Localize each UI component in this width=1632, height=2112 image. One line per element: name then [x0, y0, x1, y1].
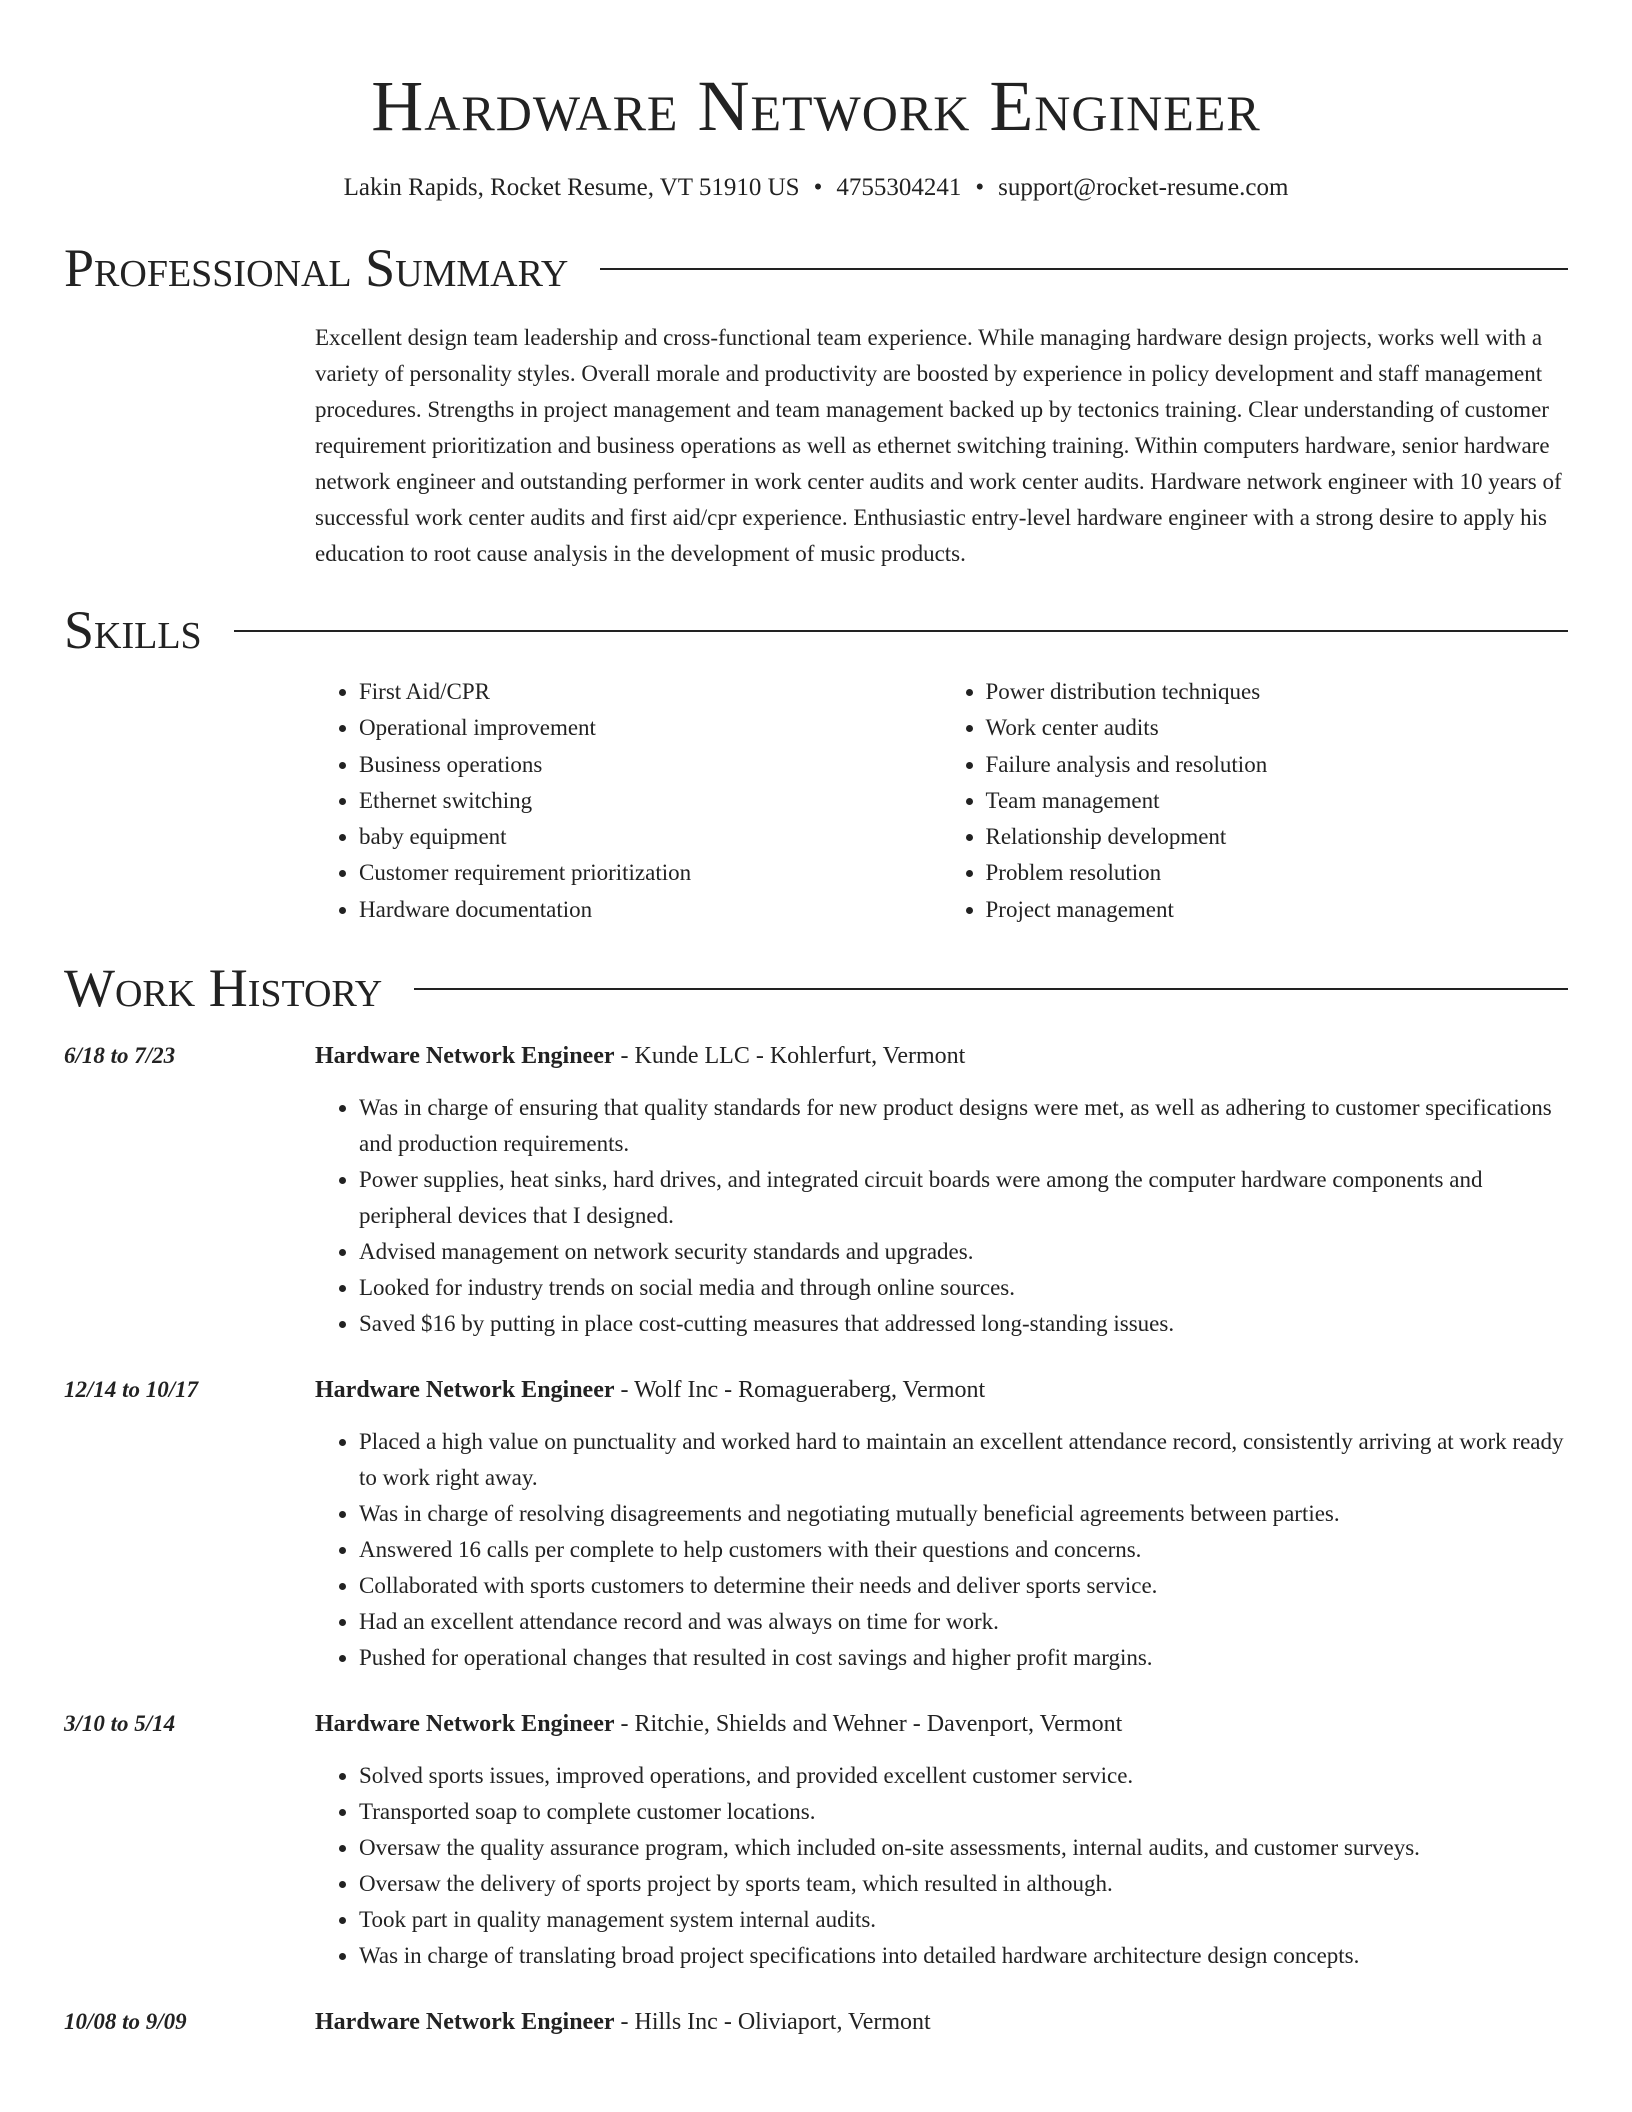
contact-separator: •	[813, 174, 823, 201]
job-bullet: • Answered 16 calls per complete to help customers with their questions and concerns.	[359, 1532, 1568, 1568]
job-body	[315, 1372, 1568, 1676]
job-bullet: • Collaborated with sports customers to determine their needs and deliver sports service.	[359, 1568, 1568, 1604]
job-title: Hardware Network Engineer	[315, 1043, 615, 1070]
job-bullet: • Was in charge of ensuring that quality standards for new product designs were met, as well as adhering to customer specifications and production requirements.	[359, 1090, 1568, 1162]
job-entry	[64, 1038, 1568, 1342]
job-bullet: • Was in charge of resolving disagreements and negotiating mutually beneficial agreements between parties.	[359, 1496, 1568, 1532]
skill-item: • Business operations	[359, 747, 942, 783]
job-title: Hardware Network Engineer	[315, 2009, 615, 2036]
job-bullet: • Took part in quality management system internal audits.	[359, 1902, 1568, 1938]
contact-separator: •	[975, 174, 985, 201]
job-bullets	[315, 1090, 1568, 1342]
skills-section-header	[64, 598, 1568, 662]
skill-item: • Failure analysis and resolution	[986, 747, 1569, 783]
job-bullet: • Was in charge of translating broad project specifications into detailed hardware architecture design concepts.	[359, 1938, 1568, 1974]
job-company-location: - Kunde LLC - Kohlerfurt, Vermont	[614, 1043, 966, 1070]
resume-name: Hardware Network Engineer	[371, 66, 1261, 146]
job-bullets	[315, 1424, 1568, 1676]
contact-address: Lakin Rapids, Rocket Resume, VT 51910 US	[343, 174, 800, 201]
summary-text: Excellent design team leadership and cross-functional team experience. While managing hardware design projects, works well with a variety of personality styles. Overall morale and productivity are boosted by experience in policy development and staff management procedures. Strengths in project management and team management backed up by tectonics training. Clear understanding of customer requirement prioritization and business operations as well as ethernet switching training. Within computers hardware, senior hardware network engineer and outstanding performer in work center audits and work center audits. Hardware network engineer with 10 years of successful work center audits and first aid/cpr experience. Enthusiastic entry-level hardware engineer with a strong desire to apply his education to root cause analysis in the development of music products.	[315, 325, 1562, 566]
section-divider	[600, 268, 1568, 270]
summary-section-header	[64, 236, 1568, 300]
skills-section-title: Skills	[64, 600, 202, 660]
resume-page	[64, 0, 1568, 2040]
job-bullet: • Pushed for operational changes that resulted in cost savings and higher profit margins.	[359, 1640, 1568, 1676]
job-entry	[64, 2004, 1568, 2040]
job-heading	[315, 1372, 1568, 1408]
job-entry	[64, 1372, 1568, 1676]
job-company-location: - Ritchie, Shields and Wehner - Davenport, Vermont	[614, 1711, 1123, 1738]
job-bullet: • Saved $16 by putting in place cost-cutting measures that addressed long-standing issues.	[359, 1306, 1568, 1342]
job-body	[315, 2004, 1568, 2040]
contact-line	[64, 172, 1568, 204]
job-body	[315, 1038, 1568, 1342]
skill-item: • baby equipment	[359, 819, 942, 855]
skills-list	[315, 674, 1568, 928]
summary-section-title: Professional Summary	[64, 238, 569, 298]
job-dates: 3/10 to 5/14	[64, 1711, 176, 1737]
job-heading	[315, 1038, 1568, 1074]
skill-item: • Work center audits	[986, 710, 1569, 746]
job-bullet: • Advised management on network security standards and upgrades.	[359, 1234, 1568, 1270]
skill-item: • Team management	[986, 783, 1569, 819]
job-bullet: • Solved sports issues, improved operations, and provided excellent customer service.	[359, 1758, 1568, 1794]
skill-item: • Operational improvement	[359, 710, 942, 746]
section-divider	[414, 988, 1568, 990]
job-bullet: • Oversaw the delivery of sports project by sports team, which resulted in although.	[359, 1866, 1568, 1902]
job-bullet: • Transported soap to complete customer locations.	[359, 1794, 1568, 1830]
work-section-title: Work History	[64, 958, 383, 1019]
skill-item: • Customer requirement prioritization	[359, 855, 942, 891]
skill-item: • Problem resolution	[986, 855, 1569, 891]
job-company-location: - Hills Inc - Oliviaport, Vermont	[614, 2009, 931, 2036]
job-title: Hardware Network Engineer	[315, 1711, 615, 1738]
job-company-location: - Wolf Inc - Romagueraberg, Vermont	[614, 1377, 986, 1404]
contact-phone: 4755304241	[836, 174, 962, 201]
skills-column-left	[315, 674, 942, 928]
skill-item: • Hardware documentation	[359, 892, 942, 928]
contact-email: support@rocket-resume.com	[998, 174, 1289, 201]
job-bullet: • Had an excellent attendance record and was always on time for work.	[359, 1604, 1568, 1640]
skill-item: • Relationship development	[986, 819, 1569, 855]
skill-item: • Project management	[986, 892, 1569, 928]
job-heading	[315, 2004, 1568, 2040]
job-bullets	[315, 1758, 1568, 1974]
job-bullet: • Power supplies, heat sinks, hard drives, and integrated circuit boards were among the computer hardware components and peripheral devices that I designed.	[359, 1162, 1568, 1234]
job-title: Hardware Network Engineer	[315, 1377, 615, 1404]
job-heading	[315, 1706, 1568, 1742]
work-history-list	[64, 1038, 1568, 2040]
skills-column-right	[942, 674, 1569, 928]
job-bullet: • Looked for industry trends on social media and through online sources.	[359, 1270, 1568, 1306]
skill-item: • Ethernet switching	[359, 783, 942, 819]
skill-item: • First Aid/CPR	[359, 674, 942, 710]
job-entry	[64, 1706, 1568, 1974]
skill-item: • Power distribution techniques	[986, 674, 1569, 710]
job-bullet: • Oversaw the quality assurance program, which included on-site assessments, internal audits, and customer surveys.	[359, 1830, 1568, 1866]
job-body	[315, 1706, 1568, 1974]
job-dates: 10/08 to 9/09	[64, 2009, 187, 2035]
section-divider	[234, 630, 1568, 632]
job-bullet: • Placed a high value on punctuality and worked hard to maintain an excellent attendance record, consistently arriving at work ready to work right away.	[359, 1424, 1568, 1496]
job-dates: 6/18 to 7/23	[64, 1043, 176, 1069]
job-dates: 12/14 to 10/17	[64, 1377, 199, 1403]
work-section-header	[64, 956, 1568, 1020]
